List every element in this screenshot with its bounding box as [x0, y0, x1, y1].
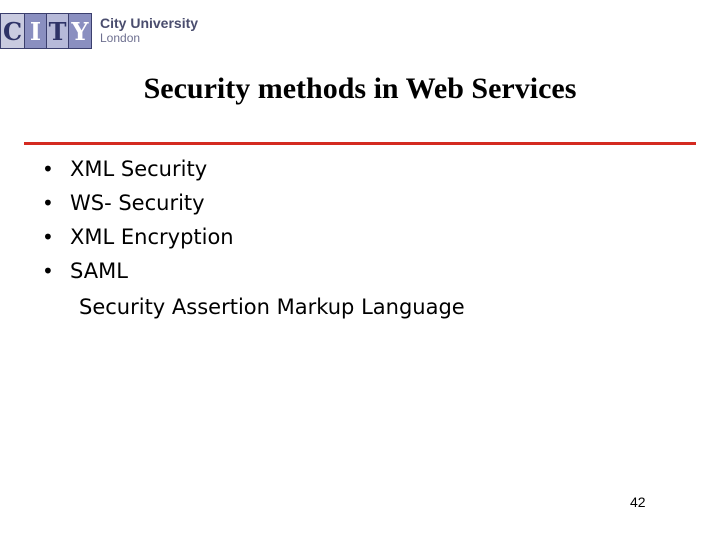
title-divider [24, 142, 696, 145]
bullet-text: XML Security [70, 157, 208, 181]
bullet-dot-icon: • [42, 191, 54, 215]
slide-title: Security methods in Web Services [143, 72, 577, 105]
logo-letter-tiles [0, 13, 92, 49]
logo-location: London [100, 31, 141, 45]
logo-university-name: City University [100, 15, 199, 31]
logo-tile-i: I [25, 14, 47, 48]
bullet-item [0, 152, 700, 186]
bullet-dot-icon: • [42, 225, 54, 249]
bullet-item [0, 186, 700, 220]
logo-tile-c: C [1, 14, 25, 48]
bullet-text: XML Encryption [70, 225, 234, 249]
bullet-item [0, 254, 700, 288]
bullet-text: WS- Security [70, 191, 205, 215]
bullet-item [0, 220, 700, 254]
logo-tile-y: Y [69, 14, 91, 48]
bullet-dot-icon: • [42, 157, 54, 181]
city-university-logo [0, 14, 198, 48]
bullet-list [0, 152, 700, 288]
bullet-text: SAML [70, 259, 128, 283]
logo-text [100, 16, 198, 46]
logo-tile-t: T [47, 14, 69, 48]
saml-description: Security Assertion Markup Language [79, 295, 465, 319]
page-number: 42 [630, 494, 646, 510]
bullet-dot-icon: • [42, 259, 54, 283]
